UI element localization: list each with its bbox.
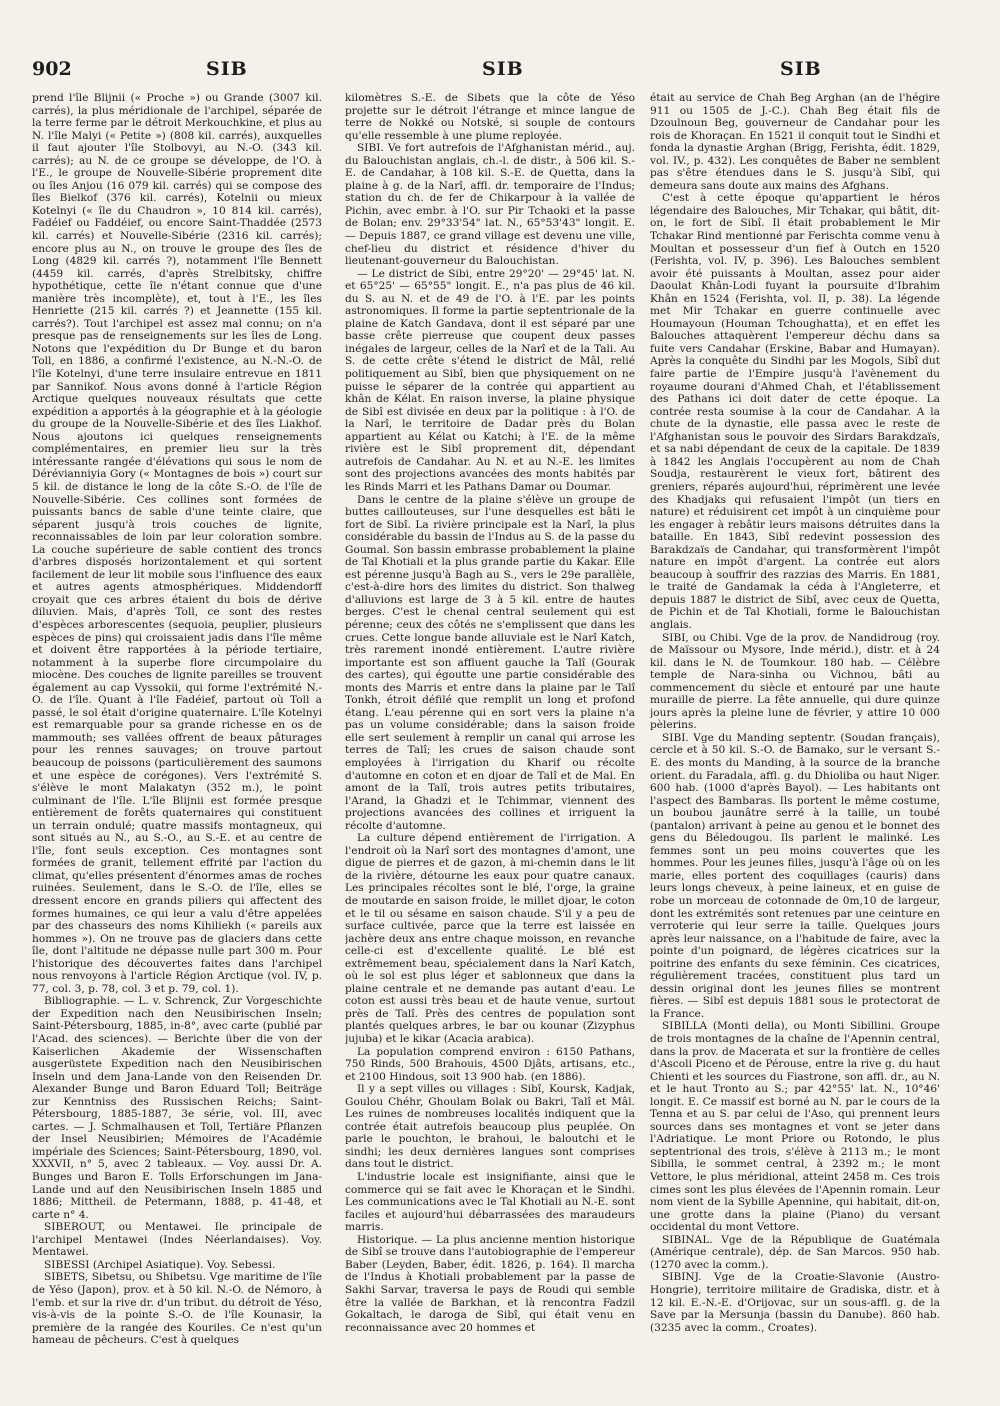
paragraph-sibets-cont: kilomètres S.-E. de Sibets que la côte de Yéso projette sur le détroit l'étrange et mince langue de terre de Nokké ou Notské, si souple de contours qu'elle ressemble à une plume reployée. (345, 92, 635, 142)
entry-sibinal: SIBINAL. Vge de la République de Guatémala (Amérique centrale), dép. de San Marcos. 950 hab. (1270 avec la comm.). (650, 1233, 940, 1271)
entry-sibets: SIBETS, Sibetsu, ou Shibetsu. Vge maritime de l'île de Yéso (Japon), prov. et à 50 kil. N.-O. de Némoro, à l'emb. et sur la rive dr. d'un tribut. du détroit de Yéso, vis-à-vis de la pointe S.-O. de l'île Kounasir, la première de la rangée des Kouriles. Ce n'est qu'un hameau de pêcheurs. C'est à quelques (32, 1271, 322, 1347)
paragraph-villages: Il y a sept villes ou villages : Sibî, Koursk, Kadjak, Goulou Chéhr, Ghoulam Bolak ou Bakri, Talî et Mâl. Les ruines de nombreuses localités indiquent que la contrée était autrefois beaucoup plus peuplée. On parle le pouchton, le brahoui, le baloutchi et le sindhi; les deux dernières langues sont comprises dans tout le district. (345, 1083, 635, 1171)
entry-sibinj: SIBINJ. Vge de la Croatie-Slavonie (Austro-Hongrie), territoire militaire de Gradiska, distr. et à 12 kil. E.-N.-E. d'Orijovac, sur un sous-affl. g. de la Save par la Mersunja (bassin du Danube). 860 hab. (3235 avec la comm., Croates). (650, 1271, 940, 1334)
entry-sibessi: SIBESSI (Archipel Asiatique). Voy. Sebessi. (44, 1258, 276, 1271)
paragraph-district-sibi: — Le district de Sibi, entre 29°20' — 29°45' lat. N. et 65°25' — 65°55" longit. E., n'a pas plus de 46 kil. du S. au N. et de 49 de l'O. à l'E. par les points astronomiques. Il forme la partie septentrionale de la plaine de Katch Gandava, dont il est séparé par une basse crête pierreuse que coupent deux passes inégales de largeur, celles de la Narî et de la Tali. Au S. de cette crête s'étend le district de Mâl, relié politiquement au Sibî, bien que physiquement on ne puisse le séparer de la contrée qui appartient au khân de Kélat. En raison inverse, la plaine physique de Sibî est divisée en deux par la politique : à l'O. de la Narî, le territoire de Dadar près du Bolan appartient au Kélat ou Katchi; à l'E. de la même rivière est le Sibî proprement dit, dépendant autrefois de Candahar. Au N. et au N.-E. les limites sont des projections avancées des monts habités par les Rinds Marri et les Pathans Damar ou Doumar. (345, 267, 635, 493)
paragraph-industrie: L'industrie locale est insignifiante, ainsi que le commerce qui se fait avec le Khoraçan et le Sindhi. Les communications avec le Tal Khotiali au N.-E. sont faciles et aujourd'hui débarrassées des maraudeurs marris. (345, 1171, 635, 1234)
paragraph-culture: La culture dépend entièrement de l'irrigation. A l'endroit où la Narî sort des montagnes d'amont, une digue de pierres et de gazon, à mi-chemin dans le lit de la rivière, détourne les eaux pour quatre canaux. Les principales récoltes sont le blé, l'orge, la graine de moutarde en saison froide, le millet djoar, le coton et le til ou sésame en saison chaude. S'il y a peu de surface cultivée, parce que la terre est laissée en jachère deux ans entre chaque moisson, en revanche celle-ci est d'excellente qualité. Le blé est extrêmement beau, spécialement dans la Narî Katch, où le sol est plus léger et sablonneux que dans la plaine centrale et ne demande pas autant d'eau. Le coton est aussi très beau et de haute venue, surtout près de Talî. Près des centres de population sont plantés quelques arbres, le bar ou kounar (Zizyphus jujuba) et le kikar (Acacia arabica). (345, 832, 635, 1046)
running-head-center: SIB (482, 58, 524, 80)
entry-sibi-afghanistan: SIBI. Ve fort autrefois de l'Afghanistan mérid., auj. du Balouchistan anglais, ch.-l. de distr., à 506 kil. S.-E. de Candahar, à 108 kil. S.-E. de Quetta, dans la plaine à g. de la Narî, affl. dr. temporaire de l'Indus; station du ch. de fer de Chikarpour à la vallée de Pichin, avec embr. à l'O. sur Pir Tchaoki et la passe de Bolan; env. 29°33'54" lat. N., 65°53'43" longit. E. — Depuis 1887, ce grand village est devenu une ville, chef-lieu du district et résidence d'hiver du lieutenant-gouverneur du Balouchistan. (345, 142, 635, 268)
paragraph-rivers: Dans le centre de la plaine s'élève un groupe de buttes caillouteuses, sur l'une desquelles est bâti le fort de Sibî. La rivière principale est la Narî, la plus considérable du bassin de l'Indus au S. de la passe du Goumal. Son bassin embrasse probablement la plaine de Tal Khotiali et la plus grande partie du Kakar. Elle est pérenne jusqu'à Bagh au S., vers le 29e parallèle, c'est-à-dire hors des limites du district. Son thalweg d'alluvions est large de 3 à 5 kil. entre de hautes berges. C'est le chenal central seulement qui est pérenne; ceux des côtés ne s'emplissent que dans les crues. Cette longue bande alluviale est le Narî Katch, très rarement inondé entièrement. L'autre rivière importante est son affluent gauche la Talî (Gourak des cartes), qui égoutte une partie considérable des monts des Marris et entre dans la plaine par le Talî Tonkh, étroit défilé que remplit un long et profond étang. L'eau pérenne qui en sort vers la plaine n'a pas un volume considérable; dans la saison froide elle sert seulement à remplir un canal qui arrose les terres de Talî; les crues de saison chaude sont employées à l'irrigation du Kharif ou récolte d'automne en coton et en djoar de Talî et de Mal. En amont de la Talî, trois autres petits tributaires, l'Arand, la Ghadzi et le Tchimmar, viennent des projections avancées des collines et irriguent la récolte d'automne. (345, 493, 635, 832)
entry-sibi-manding: SIBI. Vge du Manding septentr. (Soudan français), cercle et à 50 kil. S.-O. de Bamako, sur le versant S.-E. des monts du Manding, à la source de la branche orient. du Faradala, affl. g. du Dhioliba ou haut Niger. 600 hab. (1000 d'après Bayol). — Les habitants ont l'aspect des Bambaras. Ils portent le même costume, un boubou jaunâtre serré à la taille, un toubé (pantalon) arrivant à peine au genou et le bonnet des gens du Béledougou. Ils parlent le malinké. Les femmes sont un peu moins couvertes que les hommes. Pour les jeunes filles, jusqu'à l'âge où on les marie, elles portent des coquillages (cauris) dans leurs longs cheveux, à peine laineux, et en guise de robe un morceau de cotonnade de 0m,10 de largeur, dont les extrémités sont retenues par une ceinture en verroterie qui leur serre la taille. Quelques jours après leur naissance, on a l'habitude de faire, avec la pointe d'un poignard, de légères cicatrices sur la poitrine des enfants du sexe féminin. Ces cicatrices, régulièrement tracées, constituent plus tard un dessin original dont les jeunes filles se montrent fières. — Sibî est depuis 1881 sous le protectorat de la France. (650, 731, 940, 1020)
paragraph-bibliographie: Bibliographie. — L. v. Schrenck, Zur Vorgeschichte der Expedition nach den Neusibirischen Inseln; Saint-Pétersbourg, 1885, in-8°, avec carte (publié par l'Acad. des sciences). — Berichte über die von der Kaiserlichen Akademie der Wissenschaften ausgerüstete Expedition nach den Neusibirischen Inseln und dem Jana-Lande von den Reisenden Dr. Alexander Bunge und Baron Eduard Toll; Beiträge zur Kenntniss des Russischen Reichs; Saint-Pétersbourg, 1885-1887, 3e série, vol. III, avec cartes. — J. Schmalhausen et Toll, Tertiäre Pflanzen der Insel Neusibirien; Mémoires de l'Académie impériale des Sciences; Saint-Pétersbourg, 1890, vol. XXXVII, n° 5, avec 2 tableaux. — Voy. aussi Dr. A. Bunges und Baron E. Tolls Erforschungen im Jana-Lande und auf den Neusibirischen Inseln 1885 und 1886; Mittheil. de Petermann, 1888, p. 41-48, et carte n° 4. (32, 995, 322, 1221)
running-head-right: SIB (780, 58, 822, 80)
column-left (32, 92, 322, 1392)
paragraph-nouvelle-siberie: prend l'île Blijnii (« Proche ») ou Grande (3007 kil. carrés), la plus méridionale de l'archipel, séparée de la terre ferme par le détroit Merkouchkine, et plus au N. l'île Malyi (« Petite ») (808 kil. carrés), auxquelles il faut ajouter l'île Stolbovyi, au N.-O. (343 kil. carrés); au N. de ce groupe se développe, de l'O. à l'E., le groupe de Nouvelle-Sibérie proprement dite ou îles Anjou (16 079 kil. carrés) qui se compose des îles Bielkof (376 kil. carrés), Kotelnii ou mieux Kotelnyi (« île du Chaudron », 10 814 kil. carrés), Fadéief ou Faddéief, ou encore Saint-Thaddée (2573 kil. carrés) et Nouvelle-Sibérie (2316 kil. carrés); encore plus au N., on trouve le groupe des îles de Long (4829 kil. carrés ?), notamment l'île Bennett (4459 kil. carrés, d'après Strelbitsky, chiffre hypothétique, cette île n'étant connue que d'une manière très incomplète), et, tout à l'E., les îles Henriette (215 kil. carrés ?) et Jeannette (155 kil. carrés?). Tout l'archipel est assez mal connu; on n'a presque pas de renseignements sur les îles de Long. Notons que l'expédition du Dr Bunge et du baron Toll, en 1886, a confirmé l'existence, au N.-N.-O. de l'île Kotelnyi, d'une terre insulaire entrevue en 1811 par Sannikof. Nous avons donné à l'article Région Arctique quelques nouveaux résultats que cette expédition a apportés à la géographie et à la géologie du groupe de la Nouvelle-Sibérie et des îles Liakhof. Nous ajoutons ici quelques renseignements complémentaires, en premier lieu sur la très intéressante rangée d'élévations qui sous le nom de Dérévianniyia Gory (« Montagnes de bois ») court sur 5 kil. de distance le long de la côte S.-O. de l'île de Nouvelle-Sibérie. Ces collines sont formées de puissants bancs de sable d'une teinte claire, que séparent jusqu'à trois couches de lignite, reconnaissables de loin par leur coloration sombre. La couche supérieure de sable contient des troncs d'arbres disposés horizontalement et qui sortent facilement de leur lit mobile sous l'influence des eaux et autres agents atmosphériques. Middendorff croyait que ces arbres étaient du bois de dérive diluvien. Mais, d'après Toll, ce sont des restes d'espèces arborescentes (sequoia, peuplier, plusieurs espèces de pins) qui croissaient jadis dans l'île même et doivent être rapportées à la période tertiaire, notamment à la superbe flore circumpolaire du miocène. Des couches de lignite pareilles se trouvent également au cap Vyssokii, qui forme l'extrémité N.-O. de l'île. Quant à l'île Fadéief, partout où Toll a passé, le sol était d'origine quaternaire. L'île Kotelnyi est remarquable pour sa grande richesse en os de mammouth; ses vallées offrent de beaux pâturages pour les rennes sauvages; on trouve partout beaucoup de poissons (particulièrement des saumons et une espèce de corégones). Vers l'extrémité S. s'élève le mont Malakatyn (352 m.), le point culminant de l'île. L'île Blijnii est formée presque entièrement de forêts quaternaires qui constituent un terrain ondulé; quatre massifs montagneux, qui sont situés au N., au S.-O., au S.-E. et au centre de l'île, font seuls exception. Ces montagnes sont formées de granit, tellement effrité par l'action du climat, qu'elles présentent d'énormes amas de roches ruinées. Seulement, dans le S.-O. de l'île, elles se dressent encore en grands piliers qui affectent des formes humaines, ce qui leur a valu d'être appelées par des chasseurs des noms Kihiliekh (« pareils aux hommes »). On ne trouve pas de glaciers dans cette île, dont l'altitude ne dépasse nulle part 300 m. Pour l'historique des découvertes faites dans l'archipel nous renvoyons à l'article Région Arctique (vol. IV, p. 77, col. 3, p. 78, col. 3 et p. 79, col. 1). (32, 92, 322, 995)
entry-siberout: SIBEROUT, ou Mentawei. Ile principale de l'archipel Mentawei (Indes Néerlandaises). Voy. Mentawei. (32, 1221, 322, 1259)
entry-sibilla: SIBILLA (Monti della), ou Monti Sibillini. Groupe de trois montagnes de la chaîne de l'Apennin central, dans la prov. de Macerata et sur la frontière de celles d'Ascoli Piceno et de Pérouse, entre la rive g. du haut Chienti et les sources du Fiastrone, son affl. dr., au N. et le haut Tronto au S.; par 42°55' lat. N., 10°46' longit. E. Ce massif est borné au N. par le cours de la Tenna et au S. par celui de l'Aso, qui prennent leurs sources dans ses montagnes et vont se jeter dans l'Adriatique. Le mont Priore ou Rotondo, le plus septentrional des trois, s'élève à 2113 m.; le mont Sibilla, le sommet central, à 2392 m.; le mont Vettore, le plus méridional, atteint 2458 m. Ces trois cimes sont les plus élevées de l'Apennin romain. Leur nom vient de la Sybille Apennine, qui habitait, dit-on, une grotte dans la plaine (Piano) du versant occidental du mont Vettore. (650, 1020, 940, 1234)
paragraph-mir-tchakar: C'est à cette époque qu'appartient le héros légendaire des Balouches, Mir Tchakar, qui bâtit, dit-on, le fort de Sibî. Il était probablement le Mir Tchakar Rind mentionné par Ferischta comme venu à Moultan et possesseur d'un fief à Outch en 1520 (Ferishta, vol. IV, p. 396). Les Balouches semblent avoir été puissants à Moultan, assez pour aider Daoulat Khân-Lodi fuyant la poursuite d'Ibrahim Khân en 1524 (Ferishta, vol. II, p. 38). La légende met Mir Tchakar en guerre continuelle avec Houmayoun (Houman Tchoughatta), et en effet les Balouches attaquèrent l'empereur déchu dans sa fuite vers Candahar (Erskine, Babar and Humayan). Après la conquête du Sindhi par les Mogols, Sibî dut faire partie de l'Empire jusqu'à l'avènement du royaume dourani d'Ahmed Chah, et l'établissement des Pathans ici doit dater de cette époque. La contrée resta soumise à la cour de Candahar. A la chute de la dynastie, elle passa avec le reste de l'Afghanistan sous le pouvoir des Sirdars Barakdzaïs, et sa nabi dépendant de ceux de la capitale. De 1839 à 1842 les Anglais l'occupèrent au nom de Chah Soudja, restaurèrent le vieux fort, bâtirent des greniers, réparés aujourd'hui, réprimèrent une levée des Khadjaks qui refusaient l'impôt (un tiers en nature) et réduisirent cet impôt à un cinquième pour les engager à rebâtir leurs maisons détruites dans la bataille. En 1843, Sibî redevint possession des Barakdzaïs de Candahar, qui transformèrent l'impôt nature en impôt d'argent. La contrée eut alors beaucoup à souffrir des razzias des Marris. En 1881, le traité de Gandamak la céda à l'Angleterre, et depuis 1887 le district de Sibî, avec ceux de Quetta, de Pichin et de Tal Khotiali, forme le Balouchistan anglais. (650, 192, 940, 631)
running-head-left: SIB (206, 58, 248, 80)
page-header (30, 58, 970, 90)
paragraph-historique: Historique. — La plus ancienne mention historique de Sibî se trouve dans l'autobiographie de l'empereur Baber (Leyden, Baber, édit. 1826, p. 164). Il marcha de l'Indus à Khotiali probablement par la passe de Sakhi Sarvar, traversa le pays de Roudi qui semble être la vallée de Barkhan, et là rencontra Fadzil Gokaltach, le daroga de Sibî, qui était venu en reconnaissance avec 20 hommes et (345, 1233, 635, 1334)
page-number: 902 (32, 58, 72, 80)
column-center (345, 92, 635, 1392)
paragraph-population: La population comprend environ : 6150 Pathans, 750 Rinds, 500 Brahouis, 4500 Djâts, artisans, etc., et 2100 Hindous, soit 13 900 hab. (en 1886). (345, 1045, 635, 1083)
paragraph-historique-cont: était au service de Chah Beg Arghan (an de l'hégire 911 ou 1505 de J.-C.). Chah Beg était fils de Dzoulnoun Beg, gouverneur de Candahar pour les rois de Khoraçan. En 1521 il conquit tout le Sindhi et fonda la dynastie Arghan (Brigg, Ferishta, édit. 1829, vol. IV., p. 432). Les conquêtes de Baber ne semblent pas s'être étendues dans le S. jusqu'à Sibî, qui demeura sans doute aux mains des Afghans. (650, 92, 940, 192)
column-right (650, 92, 940, 1392)
entry-sibi-india: SIBI, ou Chibi. Vge de la prov. de Nandidroug (roy. de Maïssour ou Mysore, Inde mérid.), distr. et à 24 kil. dans le N. de Toumkour. 180 hab. — Célèbre temple de Nara-sinha ou Vichnou, bâti au commencement du siècle et entouré par une haute muraille de pierre. La fête annuelle, qui dure quinze jours après la pleine lune de février, y attire 10 000 pèlerins. (650, 631, 940, 732)
